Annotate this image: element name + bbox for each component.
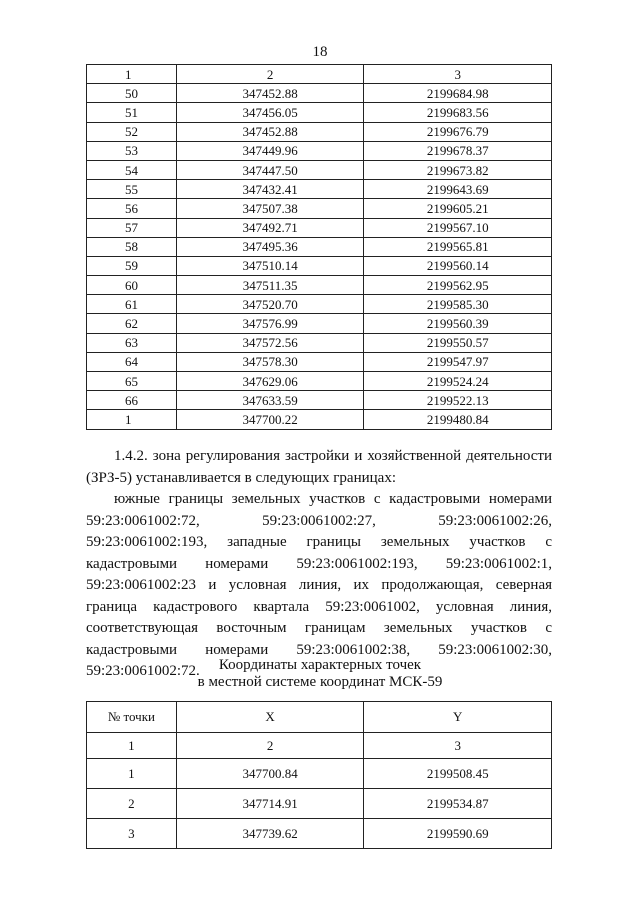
table-cell: 347449.96 <box>176 141 364 160</box>
coords-table-title: Координаты характерных точек <box>218 657 422 673</box>
table-cell: 347511.35 <box>176 276 364 295</box>
table-cell: 2199605.21 <box>364 199 552 218</box>
table-cell: 52 <box>87 122 177 141</box>
table-cell: 347578.30 <box>176 352 364 371</box>
coordinates-table-continued <box>86 64 552 430</box>
table-cell: 1 <box>87 410 177 429</box>
table-cell: 347714.91 <box>176 789 364 819</box>
table-cell: 54 <box>87 160 177 179</box>
zone-boundaries-text: южные границы земельных участков с кадастровыми номерами 59:23:0061002:72, 59:23:0061002:27, 59:23:0061002:26, 59:23:0061002:193, западные границы земельных участков с кадастровыми номерами 59:23:0061002:193, 59:23:0061002:1, 59:23:0061002:23 и условная линия, их продолжающая, северная граница кадастрового квартала 59:23:0061002, условная линия, соответствующая восточным границам земельных участков с кадастровыми номерами 59:23:0061002:38, 59:23:0061002:30, 59:23:0061002:72. <box>86 491 552 679</box>
table-cell: 2199522.13 <box>364 391 552 410</box>
table-row <box>87 180 552 199</box>
table-cell: 62 <box>87 314 177 333</box>
table-cell: 2199643.69 <box>364 180 552 199</box>
table-cell: 347576.99 <box>176 314 364 333</box>
table-cell: 2199683.56 <box>364 103 552 122</box>
page-number: 18 <box>312 44 328 60</box>
header-point-number: № точки <box>87 702 177 733</box>
table-cell: 347633.59 <box>176 391 364 410</box>
table-cell: 2199585.30 <box>364 295 552 314</box>
table-cell: 2199524.24 <box>364 372 552 391</box>
table-cell: 2199562.95 <box>364 276 552 295</box>
table-cell: 347572.56 <box>176 333 364 352</box>
table-cell: 347456.05 <box>176 103 364 122</box>
table-cell: 2199673.82 <box>364 160 552 179</box>
table-row <box>87 295 552 314</box>
table-cell: 55 <box>87 180 177 199</box>
table-cell: 2199565.81 <box>364 237 552 256</box>
table-cell: 2199684.98 <box>364 84 552 103</box>
table-cell: 2199678.37 <box>364 141 552 160</box>
table-row <box>87 391 552 410</box>
table-cell: 50 <box>87 84 177 103</box>
table-cell: 2199567.10 <box>364 218 552 237</box>
table-row <box>87 122 552 141</box>
table-cell: 59 <box>87 256 177 275</box>
table-cell: 3 <box>87 819 177 849</box>
table-row <box>87 84 552 103</box>
table-header-row <box>87 65 552 84</box>
table-cell: 3 <box>364 733 552 759</box>
table-cell: 60 <box>87 276 177 295</box>
table-row <box>87 819 552 849</box>
table-cell: 347700.22 <box>176 410 364 429</box>
table-cell: 2199508.45 <box>364 759 552 789</box>
table-cell: 347495.36 <box>176 237 364 256</box>
table-cell: 347510.14 <box>176 256 364 275</box>
table-cell: 347452.88 <box>176 122 364 141</box>
table-cell: 2 <box>176 733 364 759</box>
table-cell: 64 <box>87 352 177 371</box>
table-row <box>87 141 552 160</box>
table-cell: 53 <box>87 141 177 160</box>
table-row <box>87 333 552 352</box>
column-index-row <box>87 733 552 759</box>
header-x: X <box>176 702 364 733</box>
table-row <box>87 237 552 256</box>
table-row <box>87 256 552 275</box>
table-cell: 2199590.69 <box>364 819 552 849</box>
table-row <box>87 199 552 218</box>
table-cell: 1 <box>87 759 177 789</box>
table-cell: 347739.62 <box>176 819 364 849</box>
table-row <box>87 372 552 391</box>
table-row <box>87 314 552 333</box>
table-row <box>87 103 552 122</box>
table-cell: 2199534.87 <box>364 789 552 819</box>
table-cell: 2199547.97 <box>364 352 552 371</box>
table-row <box>87 789 552 819</box>
table-cell: 2 <box>87 789 177 819</box>
table-row <box>87 160 552 179</box>
table-cell: 65 <box>87 372 177 391</box>
table-cell: 347700.84 <box>176 759 364 789</box>
table-cell: 2199550.57 <box>364 333 552 352</box>
table-row <box>87 218 552 237</box>
table-cell: 56 <box>87 199 177 218</box>
table-header-row <box>87 702 552 733</box>
header-y: Y <box>364 702 552 733</box>
coordinates-table-zrz5 <box>86 701 552 849</box>
table-cell: 1 <box>87 733 177 759</box>
table-cell: 347629.06 <box>176 372 364 391</box>
table-row <box>87 410 552 429</box>
table-cell: 66 <box>87 391 177 410</box>
table-cell: 61 <box>87 295 177 314</box>
zone-description-heading: 1.4.2. зона регулирования застройки и хозяйственной деятельности (ЗРЗ-5) устанавливается в следующих границах: <box>86 448 552 486</box>
table-cell: 2199480.84 <box>364 410 552 429</box>
table-cell: 347452.88 <box>176 84 364 103</box>
table-row <box>87 276 552 295</box>
table-row <box>87 352 552 371</box>
table-cell: 2199676.79 <box>364 122 552 141</box>
table-cell: 347507.38 <box>176 199 364 218</box>
table-cell: 3 <box>364 65 552 84</box>
table-cell: 347432.41 <box>176 180 364 199</box>
table-row <box>87 759 552 789</box>
table-cell: 2199560.39 <box>364 314 552 333</box>
table-cell: 2199560.14 <box>364 256 552 275</box>
table-cell: 347447.50 <box>176 160 364 179</box>
table-cell: 347492.71 <box>176 218 364 237</box>
table-cell: 58 <box>87 237 177 256</box>
coords-table-subtitle: в местной системе координат МСК-59 <box>197 674 443 690</box>
table-cell: 51 <box>87 103 177 122</box>
table-cell: 2 <box>176 65 364 84</box>
table-cell: 63 <box>87 333 177 352</box>
table-cell: 1 <box>87 65 177 84</box>
table-cell: 57 <box>87 218 177 237</box>
table-cell: 347520.70 <box>176 295 364 314</box>
